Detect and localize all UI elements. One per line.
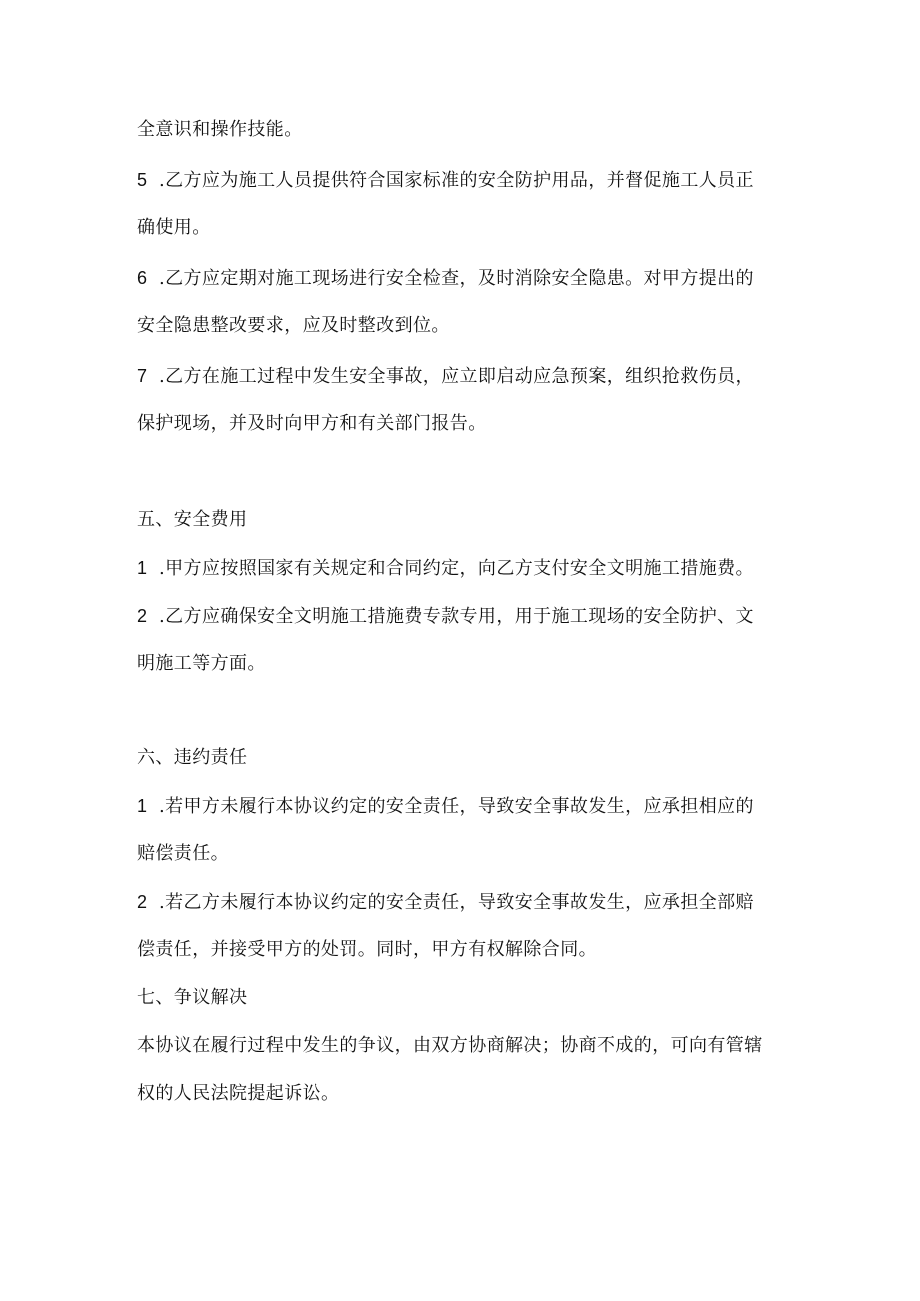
- list-item-text: .乙方应确保安全文明施工措施费专款专用，用于施工现场的安全防护、文: [159, 606, 754, 627]
- list-item-text: .乙方应为施工人员提供符合国家标准的安全防护用品，并督促施工人员正: [159, 170, 754, 191]
- section-heading-breach-liability: 六、违约责任: [137, 747, 248, 768]
- list-item-text: .乙方在施工过程中发生安全事故，应立即启动应急预案，组织抢救伤员，: [159, 366, 754, 387]
- list-item-7-line2: 保护现场，并及时向甲方和有关部门报告。: [137, 413, 487, 434]
- list-item-text: .甲方应按照国家有关规定和合同约定，向乙方支付安全文明施工措施费。: [159, 558, 754, 579]
- list-item-number: 5: [137, 170, 148, 190]
- list-item-fees-1: [137, 556, 754, 581]
- list-item-5-line1: [137, 168, 754, 193]
- list-item-text: .乙方应定期对施工现场进行安全检查，及时消除安全隐患。对甲方提出的: [159, 268, 754, 289]
- list-item-number: 7: [137, 366, 148, 386]
- list-item-fees-2-line2: 明施工等方面。: [137, 653, 266, 674]
- list-item-7-line1: [137, 364, 754, 389]
- list-item-number: 2: [137, 892, 148, 912]
- list-item-6-line1: [137, 266, 754, 291]
- list-item-breach-1-line1: [137, 794, 754, 819]
- list-item-number: 1: [137, 796, 148, 816]
- list-item-number: 1: [137, 558, 148, 578]
- list-item-breach-1-line2: 赔偿责任。: [137, 843, 229, 864]
- list-item-5-line2: 确使用。: [137, 217, 211, 238]
- dispute-paragraph-line2: 权的人民法院提起诉讼。: [137, 1083, 340, 1104]
- list-item-fees-2-line1: [137, 604, 754, 629]
- dispute-paragraph-line1: 本协议在履行过程中发生的争议，由双方协商解决；协商不成的，可向有管辖: [137, 1035, 763, 1056]
- list-item-text: .若乙方未履行本协议约定的安全责任，导致安全事故发生，应承担全部赔: [159, 892, 754, 913]
- list-item-6-line2: 安全隐患整改要求，应及时整改到位。: [137, 315, 450, 336]
- section-heading-dispute-resolution: 七、争议解决: [137, 987, 248, 1008]
- paragraph-continuation: 全意识和操作技能。: [137, 119, 303, 140]
- section-heading-safety-fees: 五、安全费用: [137, 509, 248, 530]
- list-item-number: 6: [137, 268, 148, 288]
- list-item-breach-2-line1: [137, 890, 754, 915]
- list-item-text: .若甲方未履行本协议约定的安全责任，导致安全事故发生，应承担相应的: [159, 796, 754, 817]
- list-item-breach-2-line2: 偿责任，并接受甲方的处罚。同时，甲方有权解除合同。: [137, 939, 597, 960]
- list-item-number: 2: [137, 606, 148, 626]
